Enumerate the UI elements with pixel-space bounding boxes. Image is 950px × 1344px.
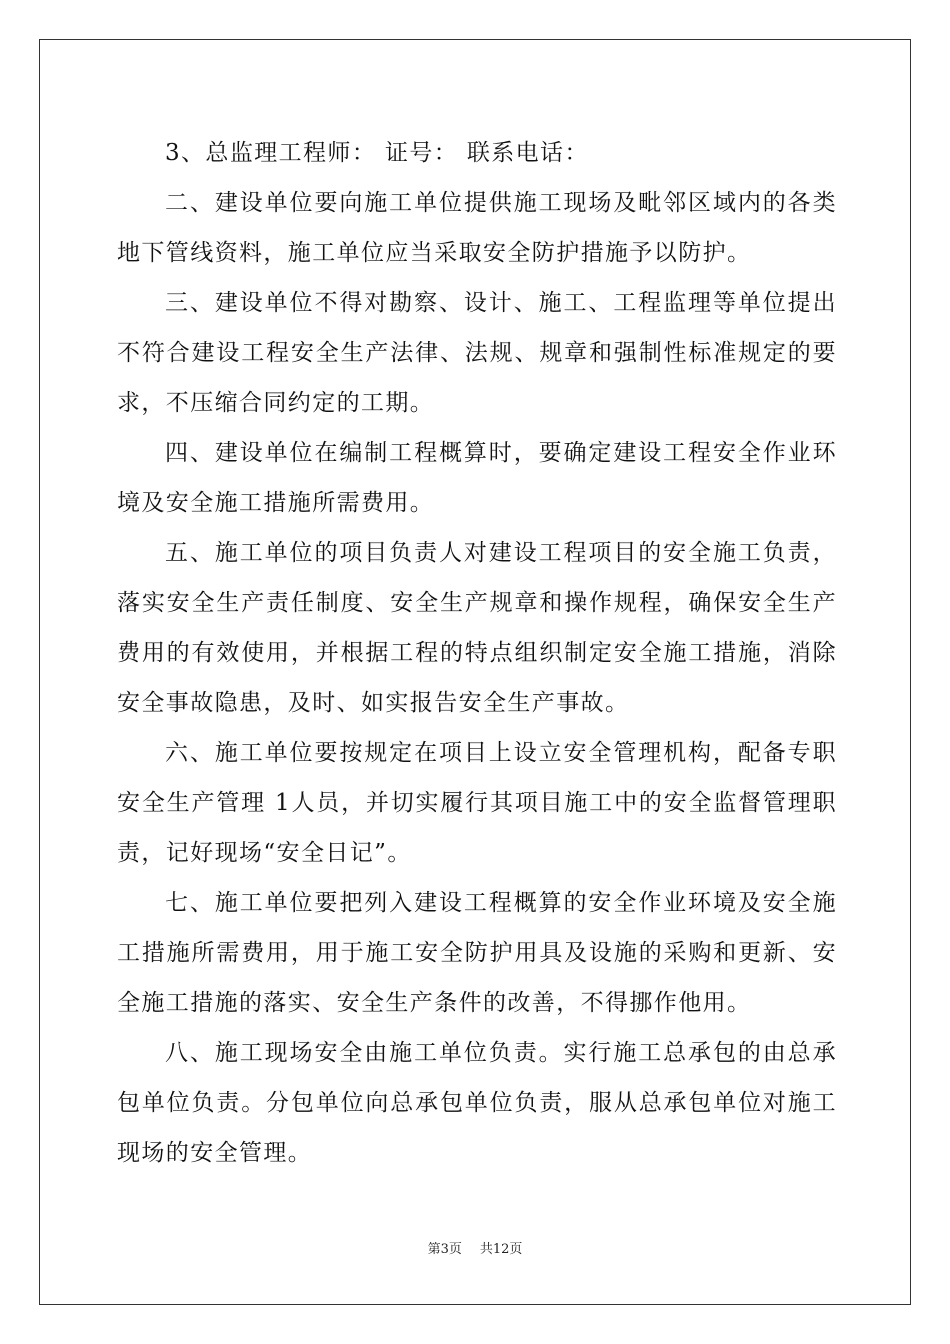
paragraph-chief-supervisor: 3、总监理工程师： 证号： 联系电话：	[165, 140, 589, 166]
page-number: 第3页	[427, 1242, 462, 1257]
paragraph-7: 七、施工单位要把列入建设工程概算的安全作业环境及安全施工措施所需费用，用于施工安全防护用具及设施的采购和更新、安全施工措施的落实、安全生产条件的改善，不得挪作他用。	[117, 890, 837, 1016]
paragraph-4: 四、建设单位在编制工程概算时，要确定建设工程安全作业环境及安全施工措施所需费用。	[117, 440, 837, 516]
document-body	[117, 128, 837, 1178]
paragraph-6: 六、施工单位要按规定在项目上设立安全管理机构，配备专职安全生产管理 1人员，并切实履行其项目施工中的安全监督管理职责，记好现场“安全日记”。	[117, 740, 837, 866]
page-total: 共12页	[479, 1242, 523, 1257]
page-footer	[0, 1238, 950, 1257]
paragraph-2: 二、建设单位要向施工单位提供施工现场及毗邻区域内的各类地下管线资料，施工单位应当采取安全防护措施予以防护。	[117, 190, 837, 266]
paragraph-8: 八、施工现场安全由施工单位负责。实行施工总承包的由总承包单位负责。分包单位向总承包单位负责，服从总承包单位对施工现场的安全管理。	[117, 1040, 837, 1166]
paragraph-5: 五、施工单位的项目负责人对建设工程项目的安全施工负责，落实安全生产责任制度、安全生产规章和操作规程，确保安全生产费用的有效使用，并根据工程的特点组织制定安全施工措施，消除安全事故隐患，及时、如实报告安全生产事故。	[117, 540, 837, 716]
paragraph-3: 三、建设单位不得对勘察、设计、施工、工程监理等单位提出不符合建设工程安全生产法律、法规、规章和强制性标准规定的要求，不压缩合同约定的工期。	[117, 290, 837, 416]
